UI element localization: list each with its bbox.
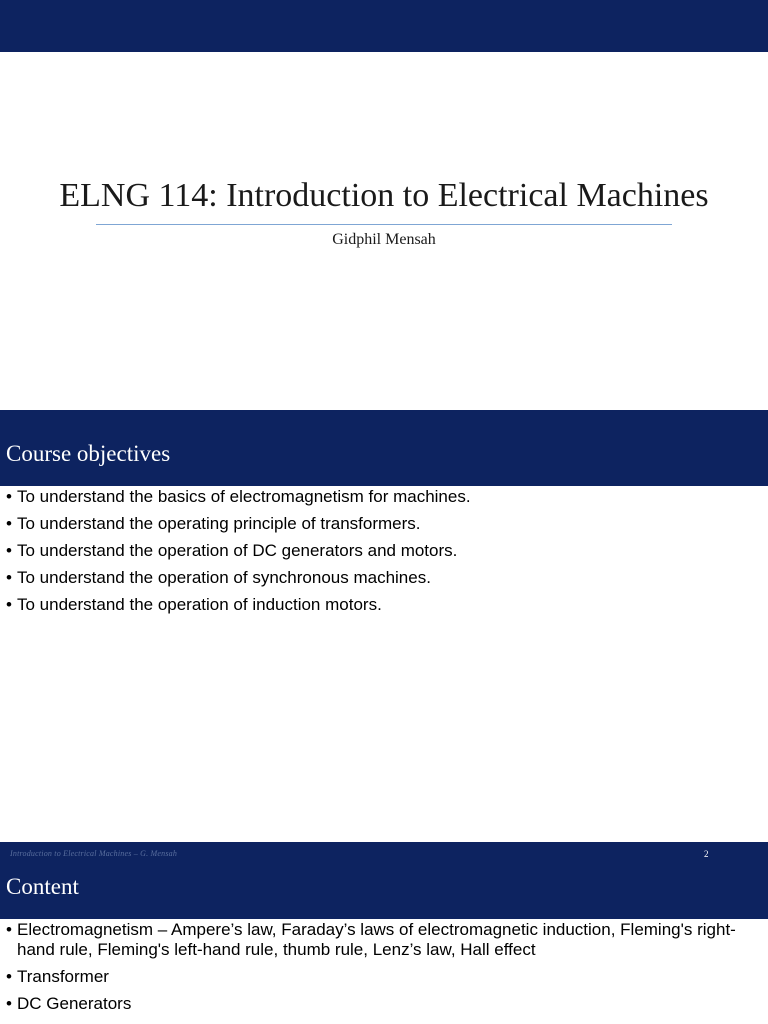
content-item: • Electromagnetism – Ampere’s law, Faraday’s laws of electromagnetic induction, Fleming's right-hand rule, Fleming's left-hand rule, thumb rule, Lenz’s law, Hall effect bbox=[6, 920, 762, 960]
objectives-heading: Course objectives bbox=[6, 441, 171, 466]
slide-footer-text: Introduction to Electrical Machines – G. Mensah bbox=[10, 849, 178, 858]
page-number: 2 bbox=[704, 849, 709, 859]
slide1-header-bar bbox=[0, 0, 768, 52]
content-heading: Content bbox=[6, 874, 79, 899]
objective-item: • To understand the operating principle of transformers. bbox=[6, 514, 762, 534]
slide-title: ELNG 114: Introduction to Electrical Machines bbox=[59, 177, 709, 214]
title-divider bbox=[96, 224, 672, 225]
objective-item: • To understand the operation of induction motors. bbox=[6, 595, 762, 615]
objectives-header-bar bbox=[0, 410, 768, 486]
objective-item: • To understand the operation of synchronous machines. bbox=[6, 568, 762, 588]
objective-item: • To understand the basics of electromagnetism for machines. bbox=[6, 487, 762, 507]
objective-item: • To understand the operation of DC generators and motors. bbox=[6, 541, 762, 561]
content-header-bar bbox=[0, 842, 768, 919]
content-item: • DC Generators bbox=[6, 994, 762, 1014]
objectives-list bbox=[0, 487, 762, 622]
content-item: • Transformer bbox=[6, 967, 762, 987]
content-list bbox=[0, 920, 762, 1021]
author-name: Gidphil Mensah bbox=[332, 231, 436, 248]
